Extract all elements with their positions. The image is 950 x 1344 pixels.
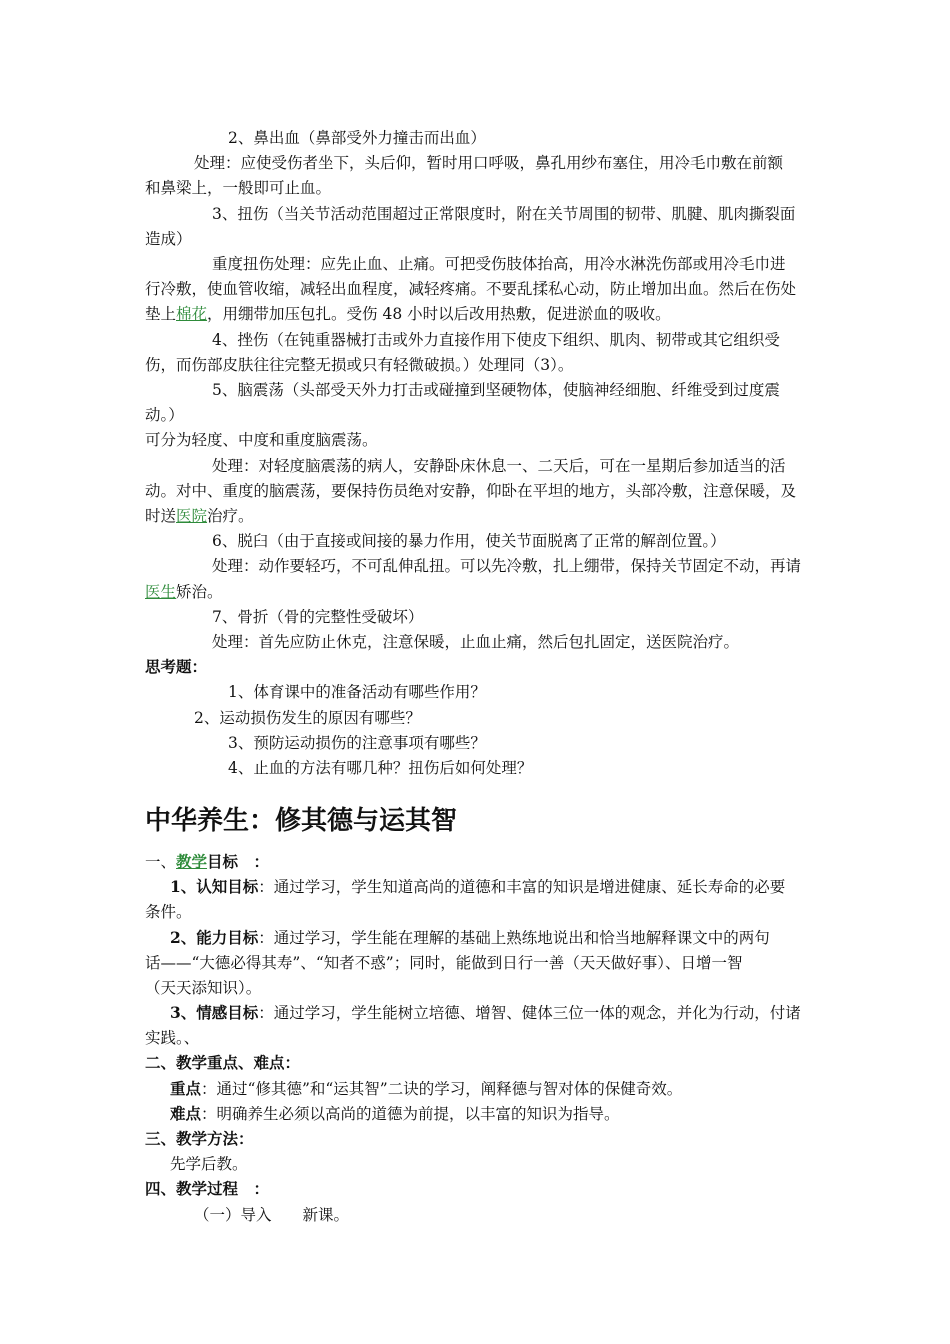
goal1-line1 [170,875,785,899]
section-method-heading: 三、教学方法： [145,1129,254,1148]
question-item: 1、体育课中的准备活动有哪些作用？ [228,683,486,701]
goal1-line2: 条件。 [145,903,192,921]
key-point-label: 重点 [170,1079,202,1098]
item2-heading: 2、鼻出血（鼻部受外力撞击而出血） [228,129,486,147]
goal2-line3: （天天添知识）。 [145,979,262,997]
item5-treatment-line2: 动。对中、重度的脑震荡，要保持伤员绝对安静，仰卧在平坦的地方，头部冷敷，注意保暖，及 [145,482,797,500]
section-process-heading: 四、教学过程 ： [145,1179,270,1198]
item3-treatment-line1: 重度扭伤处理：应先止血、止痛。可把受伤肢体抬高，用冷水淋洗伤部或用冷毛巾进 [212,255,786,273]
item7-heading: 7、骨折（骨的完整性受破坏） [212,608,424,626]
section-objectives-heading [145,850,269,874]
item5-text-post: 治疗。 [207,507,254,525]
difficulty-text: ：明确养生必须以高尚的道德为前提，以丰富的知识为指导。 [201,1105,620,1123]
difficulty-line [170,1102,620,1126]
item5-line1: 5、脑震荡（头部受天外力打击或碰撞到坚硬物体，使脑神经细胞、纤维受到过度震 [212,381,780,399]
difficulty-label: 难点 [170,1104,202,1123]
item3-heading-line2: 造成） [145,230,192,248]
goal3-label: 3、情感目标 [170,1003,259,1022]
goal1-text: ：通过学习，学生知道高尚的道德和丰富的知识是增进健康、延长寿命的必要 [258,878,786,896]
doctor-link[interactable]: 医生 [145,583,177,601]
item3-heading-line1: 3、扭伤（当关节活动范围超过正常限度时，附在关节周围的韧带、肌腱、肌肉撕裂面 [212,205,796,223]
goal3-text: ：通过学习，学生能树立培德、增智、健体三位一体的观念，并化为行动，付诸 [258,1004,801,1022]
item6-treatment-line1: 处理：动作要轻巧，不可乱伸乱扭。可以先冷敷，扎上绷带，保持关节固定不动，再请 [212,557,802,575]
goal1-label: 1、认知目标 [170,877,259,896]
goal2-label: 2、能力目标 [170,928,259,947]
item5-treatment-line1: 处理：对轻度脑震荡的病人，安静卧床休息一、二天后，可在一星期后参加适当的活 [212,457,786,475]
item6-treatment-line2 [145,580,223,604]
goal3-line1 [170,1001,801,1025]
item7-treatment: 处理：首先应防止休克，注意保暖，止血止痛，然后包扎固定，送医院治疗。 [212,633,740,651]
questions-label: 思考题： [145,657,208,676]
item2-treatment-line1: 处理：应使受伤者坐下，头后仰，暂时用口呼吸，鼻孔用纱布塞住，用冷毛巾敷在前额 [194,154,784,172]
process-step-1: （一）导入 新课。 [194,1206,350,1224]
item3-treatment-line2: 行冷敷，使血管收缩，减轻出血程度，减轻疼痛。不要乱揉私心动，防止增加出血。然后在伤处 [145,280,797,298]
item4-line1: 4、挫伤（在钝重器械打击或外力直接作用下使皮下组织、肌肉、韧带或其它组织受 [212,331,780,349]
goal2-line2: 话——“大德必得其寿”、“知者不惑”；同时，能做到日行一善（天天做好事）、日增一智 [145,954,743,972]
item3-text-post: ，用绷带加压包扎。受伤 48 小时以后改用热敷，促进淤血的吸收。 [207,305,671,323]
goal2-line1 [170,926,770,950]
item5-line3: 可分为轻度、中度和重度脑震荡。 [145,431,378,449]
item2-treatment-line2: 和鼻梁上，一般即可止血。 [145,179,332,197]
hospital-link[interactable]: 医院 [176,507,208,525]
section-heading-rest: 目标 ： [207,852,270,871]
key-point-line [170,1077,682,1101]
question-item: 4、止血的方法有哪几种？扭伤后如何处理？ [228,759,533,777]
key-point-text: ：通过“修其德”和“运其智”二诀的学习，阐释德与智对体的保健奇效。 [201,1080,683,1098]
item6-heading: 6、脱臼（由于直接或间接的暴力作用，使关节面脱离了正常的解剖位置。） [212,532,726,550]
item4-line2: 伤，而伤部皮肤往往完整无损或只有轻微破损。）处理同（3）。 [145,356,574,374]
question-item: 3、预防运动损伤的注意事项有哪些？ [228,734,486,752]
goal3-line2: 实践。、 [145,1029,200,1047]
cotton-link[interactable]: 棉花 [176,305,208,323]
goal2-text: ：通过学习，学生能在理解的基础上熟练地说出和恰当地解释课文中的两句 [258,929,770,947]
item5-treatment-line3 [145,504,254,528]
item6-text-post: 矫治。 [176,583,223,601]
item3-text-pre: 垫上 [145,305,177,323]
section-key-points-heading: 二、教学重点、难点： [145,1053,301,1072]
item3-treatment-line3 [145,302,671,326]
item5-text-pre: 时送 [145,507,177,525]
lesson-title: 中华养生：修其德与运其智 [145,806,458,836]
item5-line2: 动。） [145,406,184,424]
method-text: 先学后教。 [170,1155,248,1173]
section-number: 一、 [145,853,177,871]
question-item: 2、运动损伤发生的原因有哪些？ [194,709,421,727]
teaching-link[interactable]: 教学 [176,852,208,871]
